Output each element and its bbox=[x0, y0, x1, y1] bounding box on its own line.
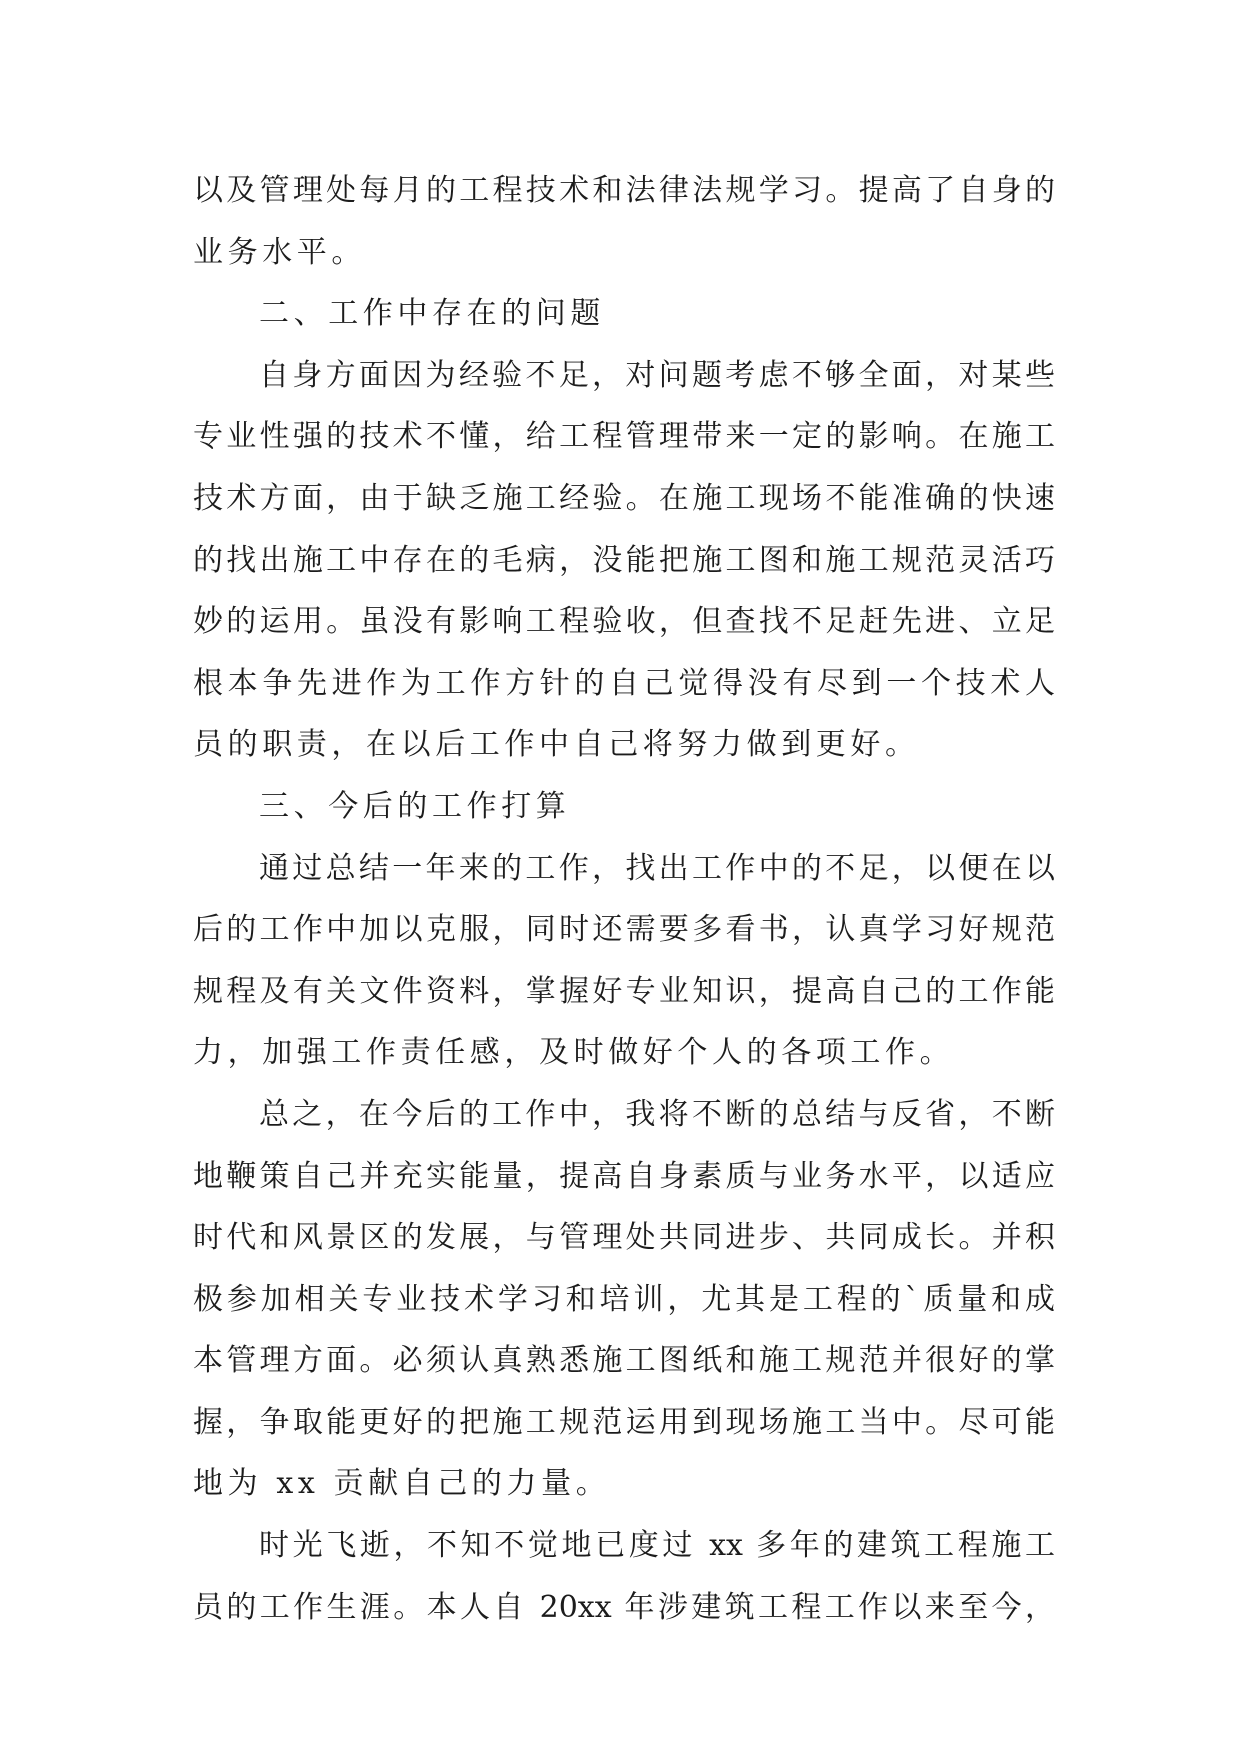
text-line: 三、今后的工作打算 bbox=[259, 788, 571, 824]
text-line: 的找出施工中存在的毛病，没能把施工图和施工规范灵活巧 bbox=[193, 542, 1055, 578]
text-line: 规程及有关文件资料，掌握好专业知识，提高自己的工作能 bbox=[193, 973, 1055, 1009]
text-line: 专业性强的技术不懂，给工程管理带来一定的影响。在施工 bbox=[193, 419, 1055, 455]
document-body bbox=[193, 160, 1055, 1638]
text-line: 员的工作生涯。本人自 20xx 年涉建筑工程工作以来至今， bbox=[193, 1589, 1055, 1625]
text-line: 地鞭策自己并充实能量，提高自身素质与业务水平，以适应 bbox=[193, 1158, 1055, 1194]
text-line: 力，加强工作责任感，及时做好个人的各项工作。 bbox=[193, 1035, 955, 1071]
text-line: 时光飞逝，不知不觉地已度过 xx 多年的建筑工程施工 bbox=[259, 1528, 1055, 1564]
text-line: 通过总结一年来的工作，找出工作中的不足，以便在以 bbox=[259, 850, 1055, 886]
text-line: 后的工作中加以克服，同时还需要多看书，认真学习好规范 bbox=[193, 912, 1055, 948]
text-line: 地为 xx 贡献自己的力量。 bbox=[193, 1466, 611, 1502]
text-line: 时代和风景区的发展，与管理处共同进步、共同成长。并积 bbox=[193, 1220, 1055, 1256]
text-line: 总之，在今后的工作中，我将不断的总结与反省，不断 bbox=[259, 1096, 1055, 1132]
text-line: 妙的运用。虽没有影响工程验收，但查找不足赶先进、立足 bbox=[193, 604, 1055, 640]
text-line: 技术方面，由于缺乏施工经验。在施工现场不能准确的快速 bbox=[193, 480, 1055, 516]
text-line: 根本争先进作为工作方针的自己觉得没有尽到一个技术人 bbox=[193, 665, 1055, 701]
text-line: 员的职责，在以后工作中自己将努力做到更好。 bbox=[193, 727, 920, 763]
text-line: 握，争取能更好的把施工规范运用到现场施工当中。尽可能 bbox=[193, 1404, 1055, 1440]
text-line: 极参加相关专业技术学习和培训，尤其是工程的`质量和成 bbox=[193, 1281, 1055, 1317]
text-line: 业务水平。 bbox=[193, 234, 366, 270]
text-line: 二、工作中存在的问题 bbox=[259, 296, 605, 332]
text-line: 本管理方面。必须认真熟悉施工图纸和施工规范并很好的掌 bbox=[193, 1343, 1055, 1379]
text-line: 自身方面因为经验不足，对问题考虑不够全面，对某些 bbox=[259, 357, 1055, 393]
text-line: 以及管理处每月的工程技术和法律法规学习。提高了自身的 bbox=[193, 173, 1055, 208]
